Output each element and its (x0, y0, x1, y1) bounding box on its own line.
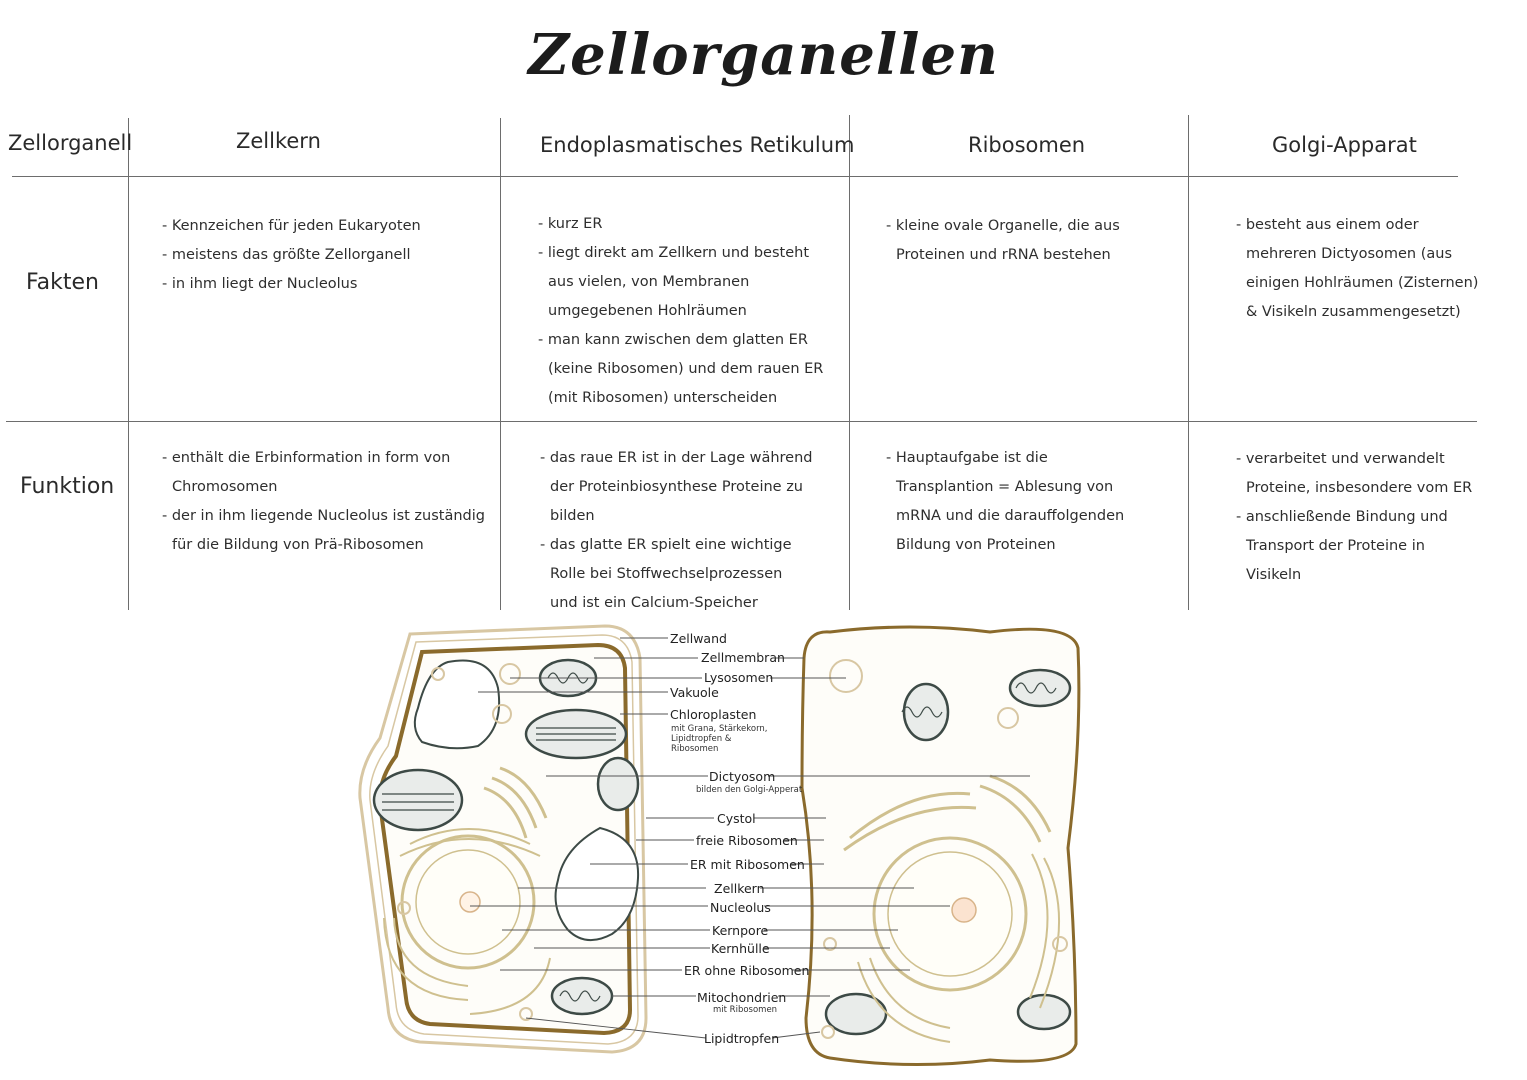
cell-fakten-golgi (1234, 211, 1484, 327)
label-chloroplasten: Chloroplasten (670, 707, 757, 722)
label-zellmembran: Zellmembran (701, 650, 785, 665)
label-mitochondrien-note: mit Ribosomen (713, 1005, 778, 1015)
cell-funktion-ribosomen (884, 444, 1149, 560)
list-item: - Kennzeichen für jeden Eukaryoten (160, 212, 490, 241)
row-label-funktion: Funktion (20, 474, 115, 499)
list-item: - enthält die Erbinformation in form von Chromosomen (160, 444, 485, 502)
label-er-mit-ribosomen: ER mit Ribosomen (690, 857, 805, 872)
list-item: - der in ihm liegende Nucleolus ist zuständig für die Bildung von Prä-Ribosomen (160, 502, 485, 560)
list-item: - anschließende Bindung und Transport der Proteine in Visikeln (1234, 503, 1484, 590)
list-item: - verarbeitet und verwandelt Proteine, insbesondere vom ER (1234, 445, 1484, 503)
row-label-fakten: Fakten (26, 270, 99, 295)
list-item: - liegt direkt am Zellkern und besteht aus vielen, von Membranen umgegebenen Hohlräumen (536, 239, 836, 326)
label-kernhuelle: Kernhülle (711, 941, 770, 956)
header-divider (12, 176, 1458, 177)
header-ribosomen: Ribosomen (968, 133, 1086, 157)
animal-cell (802, 627, 1079, 1065)
cell-diagram (350, 618, 1090, 1080)
list-item: - das raue ER ist in der Lage während der Proteinbiosynthese Proteine zu bilden (538, 444, 813, 531)
mitochondrion (552, 978, 612, 1014)
cell-funktion-golgi (1234, 445, 1484, 590)
nucleolus (460, 892, 480, 912)
label-mitochondrien: Mitochondrien (697, 990, 787, 1005)
label-vakuole: Vakuole (670, 685, 719, 700)
list-item: - Hauptaufgabe ist die Transplantion = Ablesung von mRNA und die darauffolgenden Bildung von Proteinen (884, 444, 1149, 560)
mitochondrion (598, 758, 638, 810)
row-divider (6, 421, 1477, 422)
nucleus (888, 852, 1012, 976)
column-divider (500, 118, 501, 610)
column-divider (128, 118, 129, 610)
list-item: - meistens das größte Zellorganell (160, 241, 490, 270)
list-item: - kurz ER (536, 210, 836, 239)
plant-cell (360, 626, 646, 1052)
list-item: - besteht aus einem oder mehreren Dictyosomen (aus einigen Hohlräumen (Zisternen) & Visikeln zusammengesetzt) (1234, 211, 1484, 327)
label-dictyosom-note: bilden den Golgi-Apperat (696, 785, 803, 795)
label-zellwand: Zellwand (670, 631, 727, 646)
label-cystol: Cystol (717, 811, 756, 826)
cell-fakten-zellkern (160, 212, 490, 299)
label-nucleolus: Nucleolus (710, 900, 771, 915)
list-item: - in ihm liegt der Nucleolus (160, 270, 490, 299)
list-item: - kleine ovale Organelle, die aus Proteinen und rRNA bestehen (884, 212, 1134, 270)
label-chloroplasten-note: mit Grana, Stärkekorn, Lipidtropfen & Ribosomen (671, 724, 768, 754)
label-lipidtropfen: Lipidtropfen (704, 1031, 780, 1046)
label-er-ohne-ribosomen: ER ohne Ribosomen (684, 963, 810, 978)
column-divider (849, 115, 850, 610)
header-er: Endoplasmatisches Retikulum (540, 133, 855, 157)
header-zellorganell: Zellorganell (8, 131, 133, 155)
cell-fakten-ribosomen (884, 212, 1134, 270)
cell-funktion-er (538, 444, 813, 618)
label-dictyosom: Dictyosom (709, 769, 776, 784)
column-divider (1188, 115, 1189, 610)
mitochondrion (1010, 670, 1070, 706)
nucleolus (952, 898, 976, 922)
cell-funktion-zellkern (160, 444, 485, 560)
chloroplast (374, 770, 462, 830)
label-zellkern: Zellkern (714, 881, 765, 896)
header-golgi: Golgi-Apparat (1272, 133, 1417, 157)
page-title: Zellorganellen (528, 22, 999, 88)
list-item: - man kann zwischen dem glatten ER (keine Ribosomen) und dem rauen ER (mit Ribosomen) unterscheiden (536, 326, 836, 413)
list-item: - das glatte ER spielt eine wichtige Rolle bei Stoffwechselprozessen und ist ein Calcium-Speicher (538, 531, 813, 618)
header-zellkern: Zellkern (236, 129, 321, 153)
label-kernpore: Kernpore (712, 923, 769, 938)
cell-fakten-er (536, 210, 836, 413)
label-lysosomen: Lysosomen (704, 670, 774, 685)
mitochondrion (826, 994, 886, 1034)
label-freie-ribosomen: freie Ribosomen (696, 833, 798, 848)
